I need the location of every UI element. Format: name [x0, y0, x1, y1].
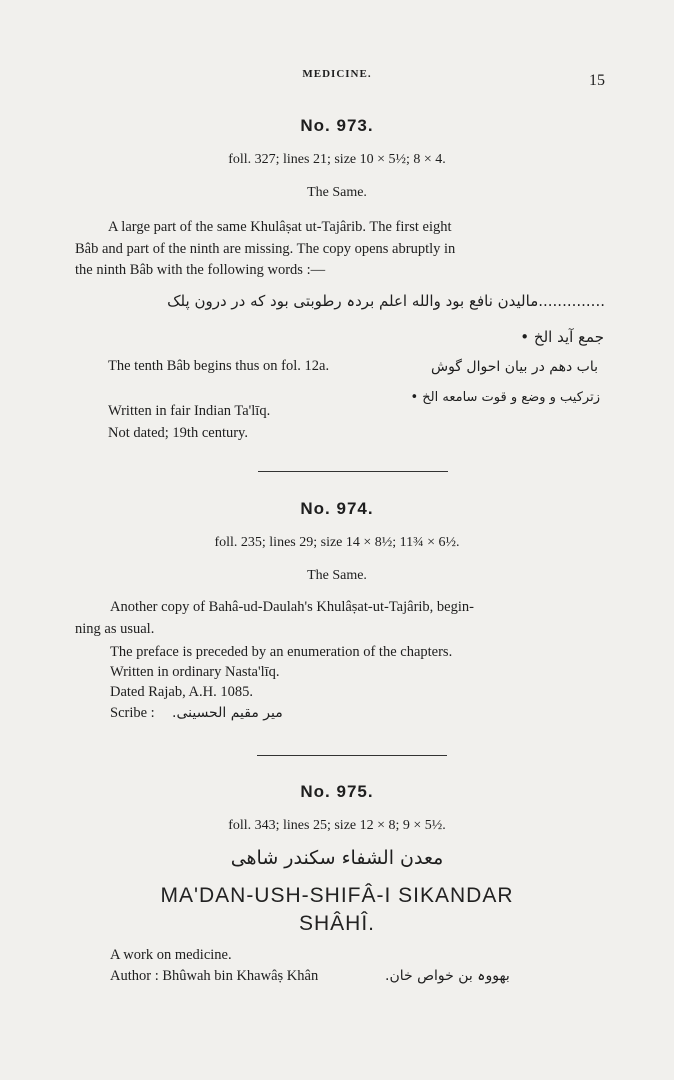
entry-974-scribe-label: Scribe :	[110, 705, 155, 721]
entry-973-tenth-bab: The tenth Bâb begins thus on fol. 12a.	[108, 358, 330, 374]
entry-973-arabic-quote-4: زترکیب و وضع و قوت سامعه الخ •	[410, 390, 600, 405]
entry-975-author: Author : Bhûwah bin Khawâṣ Khân	[110, 968, 319, 984]
entry-973-para-line-2: Bâb and part of the ninth are missing. The copy opens abruptly in	[75, 241, 456, 257]
entry-974-scribe-name: میر مقیم الحسینی.	[172, 705, 283, 721]
entry-973-details: foll. 327; lines 21; size 10 × 5½; 8 × 4.	[228, 152, 446, 167]
entry-973-written: Written in fair Indian Ta'līq.	[108, 403, 271, 419]
entry-973-para-line-3: the ninth Bâb with the following words :—	[75, 262, 326, 278]
entry-number-973: No. 973.	[300, 116, 374, 135]
entry-974-dated: Dated Rajab, A.H. 1085.	[110, 684, 253, 700]
entry-975-description: A work on medicine.	[110, 947, 232, 963]
section-divider-1	[258, 471, 448, 472]
entry-974-preface: The preface is preceded by an enumeration of the chapters.	[110, 644, 453, 660]
entry-974-para-line-2: ning as usual.	[75, 621, 155, 637]
entry-973-para-line-1: A large part of the same Khulâṣat ut-Tajârib. The first eight	[108, 219, 452, 235]
entry-975-details: foll. 343; lines 25; size 12 × 8; 9 × 5½.	[228, 818, 446, 833]
entry-974-details: foll. 235; lines 29; size 14 × 8½; 11¾ × 6½.	[214, 535, 460, 550]
entry-974-para-line-1: Another copy of Bahâ-ud-Daulah's Khulâṣat-ut-Tajârib, begin-	[110, 599, 474, 615]
running-title: MEDICINE.	[302, 68, 372, 80]
entry-975-author-arabic: بهووہ بن خواص خان.	[385, 968, 510, 984]
entry-number-975: No. 975.	[300, 782, 374, 801]
page-number: 15	[589, 72, 605, 89]
entry-973-arabic-quote-1: ..............مالیدن نافع بود والله اعلم بردہ رطوبتی بود که در درون پلک	[167, 292, 605, 310]
entry-973-dated: Not dated; 19th century.	[108, 425, 248, 441]
entry-number-974: No. 974.	[300, 499, 374, 518]
entry-973-arabic-quote-3: باب دهم در بیان احوال گوش	[430, 359, 598, 375]
entry-974-written: Written in ordinary Nasta'līq.	[110, 664, 280, 680]
entry-974-subtitle: The Same.	[307, 568, 367, 583]
entry-973-subtitle: The Same.	[307, 185, 367, 200]
section-divider-2	[257, 755, 447, 756]
entry-973-arabic-quote-2: جمع آید الخ •	[520, 328, 604, 346]
entry-975-arabic-title: معدن الشفاء سکندر شاهی	[230, 847, 444, 869]
entry-975-title-line-1: MA'DAN-USH-SHIFÂ-I SIKANDAR	[160, 884, 514, 907]
entry-975-title-line-2: SHÂHÎ.	[298, 912, 375, 935]
